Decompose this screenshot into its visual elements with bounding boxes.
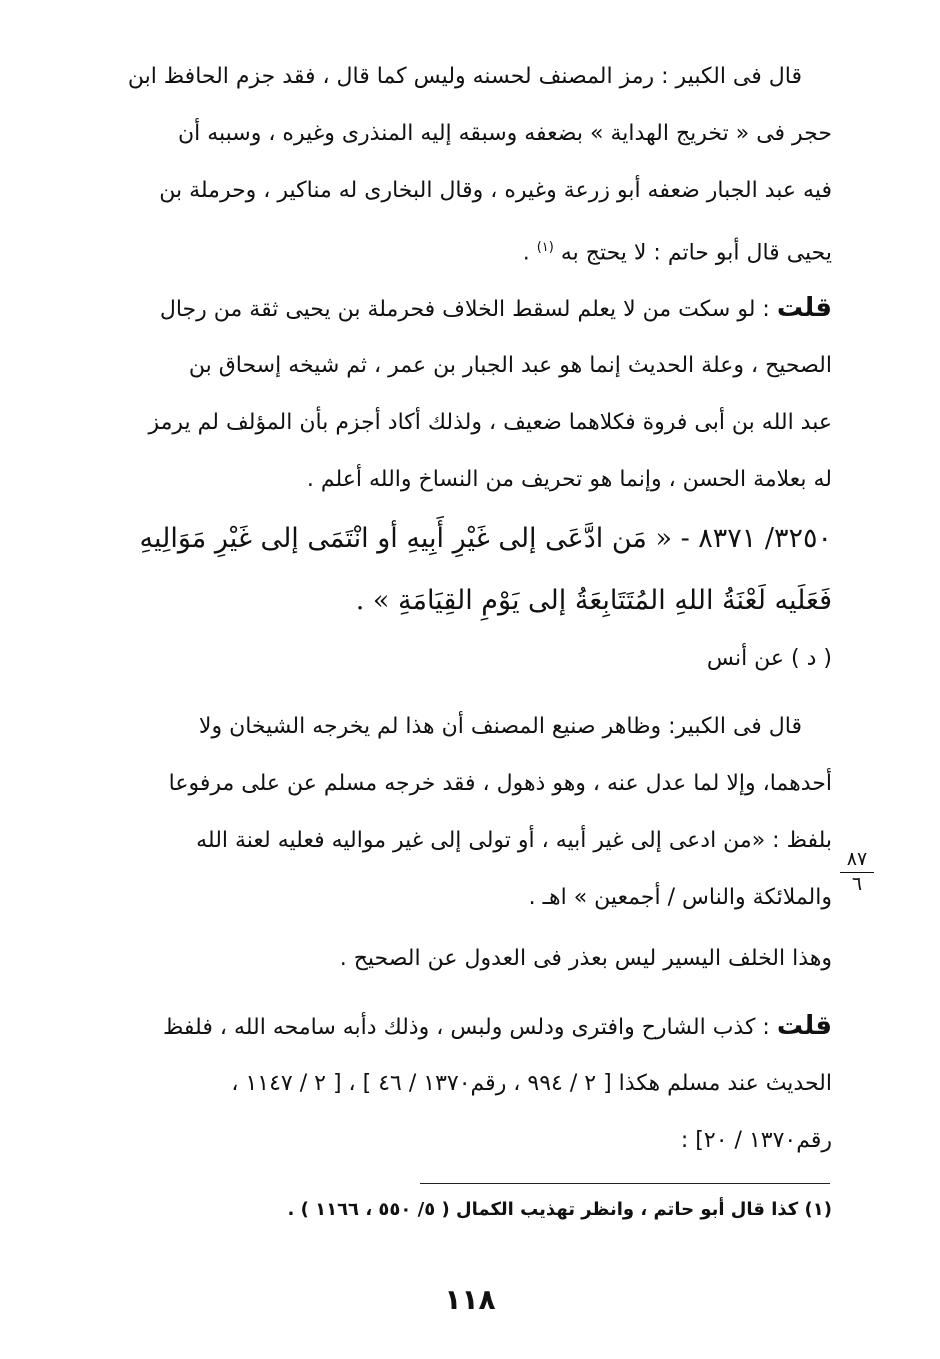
margin-ref-top: ٨٧: [846, 848, 868, 870]
text-line: قال فى الكبير: وظاهر صنيع المصنف أن هذا لم يخرجه الشيخان ولا: [198, 714, 802, 739]
text-line-content: يحيى قال أبو حاتم : لا يحتج به: [560, 240, 832, 266]
hadith-text: [110, 508, 832, 632]
footnote: (١) كذا قال أبو حاتم ، وانظر تهذيب الكمال ( ٥/ ٥٥٠ ، ١١٦٦ ) .: [287, 1199, 832, 1220]
text-line: وهذا الخلف اليسير ليس بعذر فى العدول عن الصحيح .: [339, 946, 832, 971]
margin-page-reference: [838, 848, 876, 895]
text-line: فيه عبد الجبار ضعفه أبو زرعة وغيره ، وقال البخارى له مناكير ، وحرملة بن: [159, 178, 832, 203]
text-line: بلفظ : «من ادعى إلى غير أبيه ، أو تولى إلى غير مواليه فعليه لعنة الله: [196, 828, 832, 853]
qultu-paragraph-1: [110, 280, 832, 508]
text-line: الصحيح ، وعلة الحديث إنما هو عبد الجبار بن عمر ، ثم شيخه إسحاق بن: [188, 353, 832, 378]
sentence-end: .: [522, 240, 537, 266]
text-line: أحدهما، وإلا لما عدل عنه ، وهو ذهول ، فقد خرجه مسلم عن على مرفوعا: [168, 771, 832, 796]
footnote-marker: (١): [536, 240, 554, 255]
hadith-line: ٣٢٥٠/ ٨٣٧١ - « مَن ادَّعَى إلى غَيْرِ أَبِيهِ أو انْتَمَى إلى غَيْرِ مَوَالِيهِ: [139, 523, 832, 554]
footnote-separator: [420, 1183, 830, 1184]
qultu-paragraph-2: [110, 998, 832, 1169]
commentary-paragraph-2: [110, 698, 832, 926]
hadith-source: [110, 630, 832, 687]
text-line: [110, 280, 832, 337]
text-line: الحديث عند مسلم هكذا [ ٢ / ٩٩٤ ، رقم١٣٧٠ / ٤٦ ] ، [ ٢ / ١١٤٧ ،: [231, 1071, 832, 1096]
hadith-line: فَعَلَيه لَعْنَةُ اللهِ المُتَتَابِعَةُ إلى يَوْمِ القِيَامَةِ » .: [355, 585, 832, 616]
page-number: ١١٨: [444, 1283, 496, 1316]
text-line: رقم١٣٧٠ / ٢٠] :: [680, 1128, 832, 1153]
text-line: له بعلامة الحسن ، وإنما هو تحريف من النساخ والله أعلم .: [306, 467, 832, 492]
text-line: قال فى الكبير : رمز المصنف لحسنه وليس كما قال ، فقد جزم الحافظ ابن: [127, 64, 802, 89]
text-line-content: : كذب الشارح وافترى ودلس ولبس ، وذلك دأبه سامحه الله ، فلفظ: [163, 1015, 777, 1040]
qultu-label: قلت: [776, 293, 832, 323]
source-line: ( د ) عن أنس: [706, 646, 832, 671]
text-line: [110, 219, 832, 276]
text-line-content: : لو سكت من لا يعلم لسقط الخلاف فحرملة بن يحيى ثقة من رجال: [159, 297, 777, 322]
commentary-paragraph-1: [110, 48, 832, 276]
text-line: [110, 998, 832, 1055]
commentary-paragraph-3: [110, 930, 832, 987]
text-line: حجر فى « تخريج الهداية » بضعفه وسبقه إليه المنذرى وغيره ، وسببه أن: [177, 121, 832, 146]
text-line: عبد الله بن أبى فروة فكلاهما ضعيف ، ولذلك أكاد أجزم بأن المؤلف لم يرمز: [148, 410, 832, 435]
qultu-label: قلت: [776, 1011, 832, 1041]
margin-ref-bottom: ٦: [851, 873, 863, 895]
text-line: والملائكة والناس / أجمعين » اهـ .: [528, 885, 832, 910]
